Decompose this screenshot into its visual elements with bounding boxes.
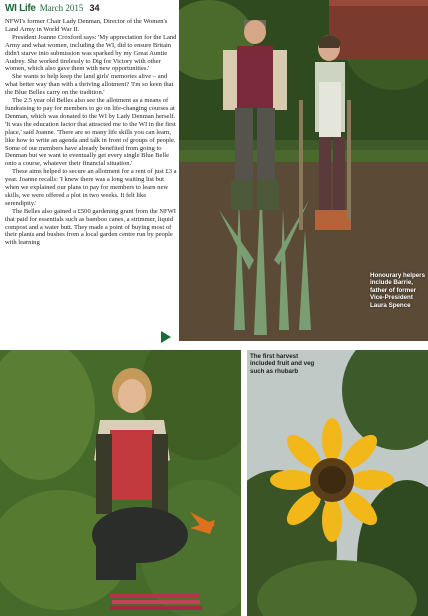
continue-arrow-icon	[161, 331, 171, 343]
issue-date: March 2015	[39, 3, 84, 13]
article-paragraph: The Belles also gained a £500 gardening grant from the NFWI that paid for essentials such as bamboo canes, a strimmer, liquid compost and a water butt. They made a point of buying most of their plants and bushes from a local garden centre run by people with learning	[5, 207, 176, 247]
article-paragraph: NFWI's former Chair Lady Denman, Director of the Women's Land Army in World War II.	[5, 18, 168, 33]
article-paragraph: President Joanne Croxford says: 'My appreciation for the Land Army and what women, including the WI, did to ensure Britain didn't starve into submission was sparked by my Great Auntie Audrey. She worked tirelessly to Dig for Victory with other women, which also gave them with new opportunities.'	[5, 33, 177, 73]
article-paragraph: The 2.5 year old Belles also see the allotment as a means of fundraising to pay for members to go on life-changing courses at Denman, which was donated to the WI by Lady Denman herself. 'It was the education factor that attracted me to the WI in the first place,' said Joanne. 'There are so many life skills you can learn, like how to write an agenda and talk in front of groups of people. Some of our members have already benefited from going to Denman but we want to eventually get every single Blue Belle onto a course, whatever their financial situation.'	[5, 97, 176, 168]
article-paragraph: These aims helped to secure an allotment for a rent of just £3 a year. Joanne recalls: 'I knew there was a long waiting list but when we explained our plans to pay for members to learn new skills, we were offered a plot in two weeks. It felt like serendipity.'	[5, 168, 177, 207]
harvest-caption: The first harvest included fruit and veg such as rhubarb	[250, 353, 315, 375]
gardener-photo	[0, 350, 241, 616]
helpers-caption: Honourary helpers include Barrie, father of former Vice-President Laura Spence	[370, 272, 426, 309]
sunflower-photo	[247, 350, 428, 616]
page-number: 34	[89, 3, 100, 13]
magazine-name: WI Life	[5, 3, 36, 14]
page-header	[5, 3, 175, 17]
article-paragraph: She wants to help keep the land girls' memories alive – and what better way than with a thriving allotment? 'I'm so keen that the Blue Belles carry on the tradition.'	[5, 73, 174, 97]
article-text	[5, 18, 177, 340]
